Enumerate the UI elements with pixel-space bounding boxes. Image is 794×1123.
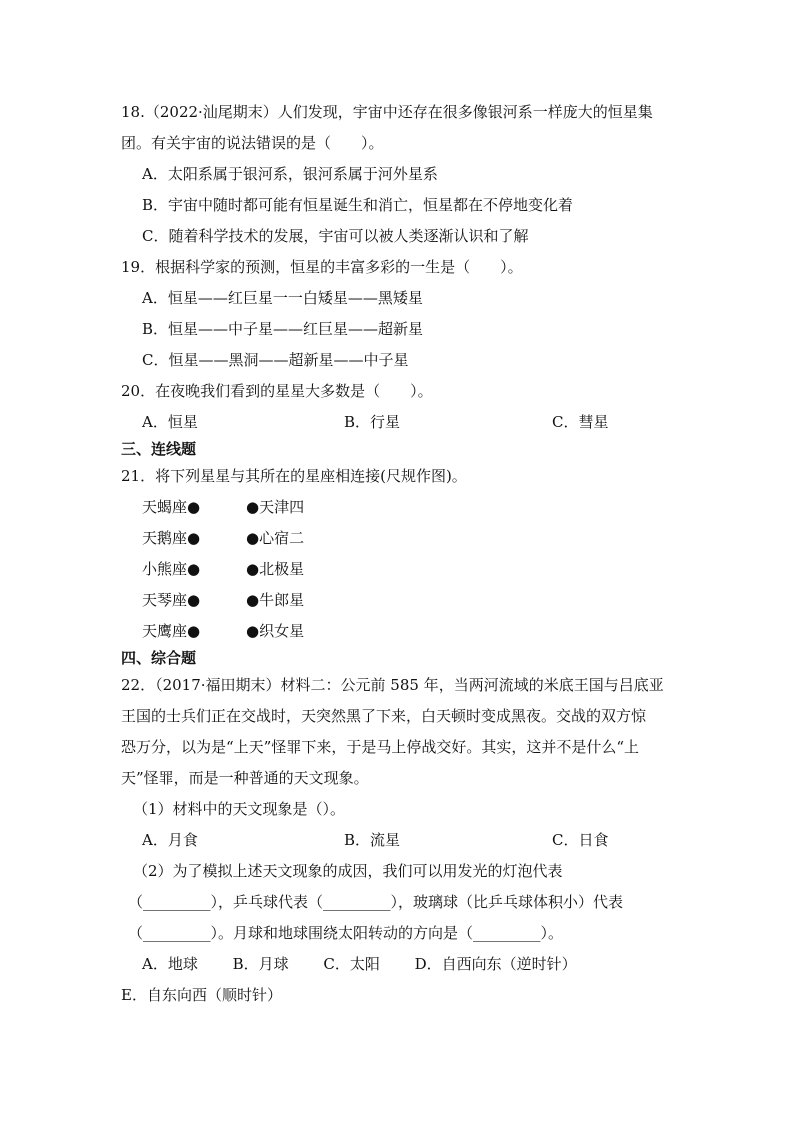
q22-material-line3: 恐万分，以为是“上天”怪罪下来，于是马上停战交好。其实，这并不是什么“上 bbox=[121, 738, 640, 756]
q21-star-5: ●织女星 bbox=[246, 622, 305, 640]
q20-option-a: A．恒星 bbox=[142, 413, 198, 431]
q21-constellation-4: 天琴座● bbox=[142, 591, 201, 609]
q22-sub1-option-a: A．月食 bbox=[142, 831, 198, 849]
q18-stem-line1: 18.（2022·汕尾期末）人们发现，宇宙中还存在很多像银河系一样庞大的恒星集 bbox=[121, 103, 653, 121]
q22-sub2-line1: （2）为了模拟上述天文现象的成因，我们可以用发光的灯泡代表 bbox=[133, 862, 563, 880]
q21-star-3: ●北极星 bbox=[246, 560, 305, 578]
q18-option-b: B．宇宙中随时都可能有恒星诞生和消亡，恒星都在不停地变化着 bbox=[142, 196, 574, 214]
q22-sub1-stem: （1）材料中的天文现象是（）。 bbox=[133, 800, 346, 818]
q19-option-a: A．恒星——红巨星一一白矮星——黑矮星 bbox=[142, 289, 423, 307]
q21-constellation-5: 天鹰座● bbox=[142, 622, 201, 640]
q21-star-1: ●天津四 bbox=[246, 498, 305, 516]
q22-sub2-options: A．地球 B．月球 C．太阳 D．自西向东（逆时针） bbox=[142, 955, 577, 973]
q22-sub2-line2: （_________），乒乓球代表（_________），玻璃球（比乒乓球体积小）代表 bbox=[128, 893, 624, 911]
q21-stem: 21．将下列星星与其所在的星座相连接(尺规作图)。 bbox=[121, 467, 467, 485]
q18-option-a: A．太阳系属于银河系，银河系属于河外星系 bbox=[142, 165, 438, 183]
q22-sub1-option-b: B．流星 bbox=[344, 831, 401, 849]
q22-material-line1: 22．（2017·福田期末）材料二：公元前 585 年，当两河流域的米底王国与吕底亚 bbox=[121, 676, 664, 694]
q21-constellation-3: 小熊座● bbox=[142, 560, 201, 578]
q18-option-c: C．随着科学技术的发展，宇宙可以被人类逐渐认识和了解 bbox=[142, 227, 529, 245]
section-4-heading: 四、综合题 bbox=[121, 649, 197, 667]
q21-star-2: ●心宿二 bbox=[246, 529, 305, 547]
q19-stem: 19．根据科学家的预测，恒星的丰富多彩的一生是（ ）。 bbox=[121, 258, 523, 276]
q22-sub2-option-e: E．自东向西（顺时针） bbox=[121, 986, 282, 1004]
q19-option-b: B．恒星——中子星——红巨星——超新星 bbox=[142, 320, 424, 338]
q19-option-c: C．恒星——黑洞——超新星——中子星 bbox=[142, 351, 409, 369]
q18-stem-line2: 团。有关宇宙的说法错误的是（ ）。 bbox=[121, 134, 384, 152]
q20-stem: 20．在夜晚我们看到的星星大多数是（ ）。 bbox=[121, 382, 433, 400]
q22-material-line4: 天”怪罪，而是一种普通的天文现象。 bbox=[121, 769, 369, 787]
q21-constellation-1: 天蝎座● bbox=[142, 498, 201, 516]
section-3-heading: 三、连线题 bbox=[121, 440, 197, 458]
q21-star-4: ●牛郎星 bbox=[246, 591, 305, 609]
q22-material-line2: 王国的士兵们正在交战时，天突然黑了下来，白天顿时变成黑夜。交战的双方惊 bbox=[121, 707, 647, 725]
q21-constellation-2: 天鹅座● bbox=[142, 529, 201, 547]
q22-sub2-line3: （_________）。月球和地球围绕太阳转动的方向是（_________）。 bbox=[128, 924, 564, 942]
q20-option-b: B．行星 bbox=[344, 413, 401, 431]
q22-sub1-option-c: C．日食 bbox=[552, 831, 609, 849]
q20-option-c: C．彗星 bbox=[552, 413, 609, 431]
